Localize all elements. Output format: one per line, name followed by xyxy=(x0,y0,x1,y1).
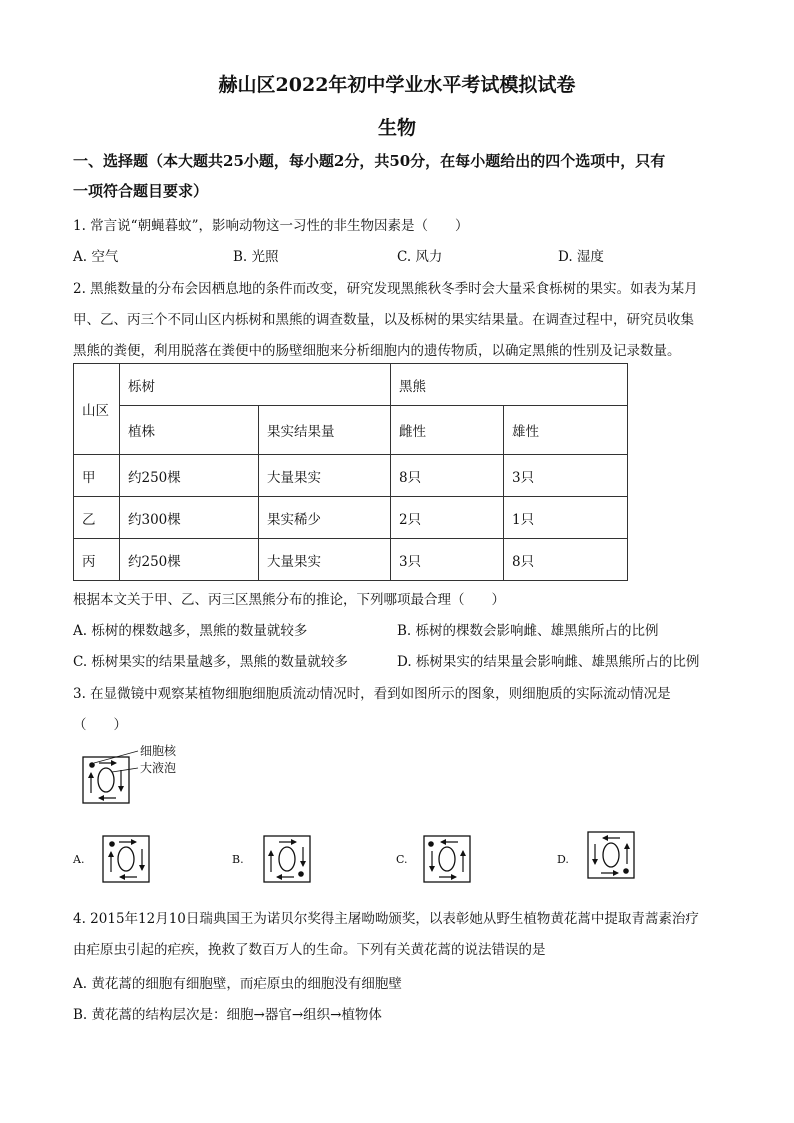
table-cell-male: 3只 xyxy=(504,455,628,497)
subject-title: 生物 xyxy=(377,117,416,139)
table-row xyxy=(74,497,628,539)
q2-stem-line1: 2. 黑熊数量的分布会因栖息地的条件而改变，研究发现黑熊秋冬季时会大量采食栎树的果实。如表为某月 xyxy=(73,281,698,297)
table-cell-fruit: 大量果实 xyxy=(259,539,391,581)
table-header-female: 雌性 xyxy=(391,406,504,455)
vacuole-pointer xyxy=(112,768,138,772)
q3-option-c-diagram xyxy=(422,834,474,886)
q3-option-d-label: D. xyxy=(557,853,569,866)
table-header-fruit: 果实结果量 xyxy=(259,406,391,455)
section-heading-line2: 一项符合题目要求） xyxy=(73,182,209,200)
vacuole-shape xyxy=(98,768,114,792)
q1-stem: 1. 常言说“朝蝇暮蚊”，影响动物这一习性的非生物因素是（ ） xyxy=(73,218,469,234)
q2-option-b: B. 栎树的棵数会影响雌、雄黑熊所占的比例 xyxy=(397,623,659,639)
table-corner-cell: 山区 xyxy=(74,364,120,455)
q1-option-b: B. 光照 xyxy=(233,249,279,265)
q3-stem: 3. 在显微镜中观察某植物细胞细胞质流动情况时，看到如图所示的图象，则细胞质的实际流动情况是 xyxy=(73,686,671,702)
vacuole-label: 大液泡 xyxy=(140,761,177,775)
q3-blank: （ ） xyxy=(73,717,127,733)
q1-option-d: D. 湿度 xyxy=(558,249,604,265)
table-cell-region: 乙 xyxy=(74,497,120,539)
q2-stem-line2: 甲、乙、丙三个不同山区内栎树和黑熊的调查数量，以及栎树的果实结果量。在调查过程中，研究员收集 xyxy=(73,312,694,328)
table-row xyxy=(74,539,628,581)
nucleus-dot xyxy=(89,762,95,768)
q3-option-a-diagram xyxy=(101,834,153,886)
q3-cell-figure xyxy=(80,744,200,808)
table-cell-fruit: 果实稀少 xyxy=(259,497,391,539)
q2-stem-line3: 黑熊的粪便，利用脱落在粪便中的肠壁细胞来分析细胞内的遗传物质，以确定黑熊的性别及记录数量。 xyxy=(73,343,681,359)
q4-stem-line1: 4. 2015年12月10日瑞典国王为诺贝尔奖得主屠呦呦颁奖，以表彰她从野生植物黄花蒿中提取青蒿素治疗 xyxy=(73,911,699,927)
table-cell-plants: 约250棵 xyxy=(120,539,259,581)
q3-option-c-label: C. xyxy=(396,853,408,866)
table-cell-male: 8只 xyxy=(504,539,628,581)
section-heading-line1: 一、选择题（本大题共25小题，每小题2分，共50分，在每小题给出的四个选项中，只有 xyxy=(73,152,666,170)
table-cell-region: 甲 xyxy=(74,455,120,497)
table-cell-plants: 约300棵 xyxy=(120,497,259,539)
table-cell-fruit: 大量果实 xyxy=(259,455,391,497)
q3-option-a-label: A. xyxy=(73,853,85,866)
q3-option-d-diagram xyxy=(586,830,638,882)
q2-question: 根据本文关于甲、乙、丙三区黑熊分布的推论，下列哪项最合理（ ） xyxy=(73,592,505,608)
table-group-bear: 黑熊 xyxy=(391,364,628,406)
table-group-oak: 栎树 xyxy=(120,364,391,406)
table-cell-region: 丙 xyxy=(74,539,120,581)
nucleus-label: 细胞核 xyxy=(140,744,177,758)
table-header-plants: 植株 xyxy=(120,406,259,455)
q4-option-b: B. 黄花蒿的结构层次是：细胞→器官→组织→植物体 xyxy=(73,1007,382,1023)
table-cell-male: 1只 xyxy=(504,497,628,539)
q2-option-d: D. 栎树果实的结果量会影响雌、雄黑熊所占的比例 xyxy=(397,654,700,670)
q1-option-a: A. 空气 xyxy=(73,249,119,265)
q3-option-b-label: B. xyxy=(232,853,244,866)
table-cell-female: 3只 xyxy=(391,539,504,581)
table-row xyxy=(74,455,628,497)
q1-option-c: C. 风力 xyxy=(397,249,443,265)
table-cell-plants: 约250棵 xyxy=(120,455,259,497)
q4-option-a: A. 黄花蒿的细胞有细胞壁，而疟原虫的细胞没有细胞壁 xyxy=(73,976,402,992)
table-cell-female: 2只 xyxy=(391,497,504,539)
q2-option-c: C. 栎树果实的结果量越多，黑熊的数量就较多 xyxy=(73,654,348,670)
q3-option-b-diagram xyxy=(262,834,314,886)
q2-option-a: A. 栎树的棵数越多，黑熊的数量就较多 xyxy=(73,623,308,639)
table-cell-female: 8只 xyxy=(391,455,504,497)
exam-title: 赫山区2022年初中学业水平考试模拟试卷 xyxy=(218,74,576,96)
table-header-male: 雄性 xyxy=(504,406,628,455)
survey-table xyxy=(73,363,628,581)
q4-stem-line2: 由疟原虫引起的疟疾，挽救了数百万人的生命。下列有关黄花蒿的说法错误的是 xyxy=(73,942,546,958)
